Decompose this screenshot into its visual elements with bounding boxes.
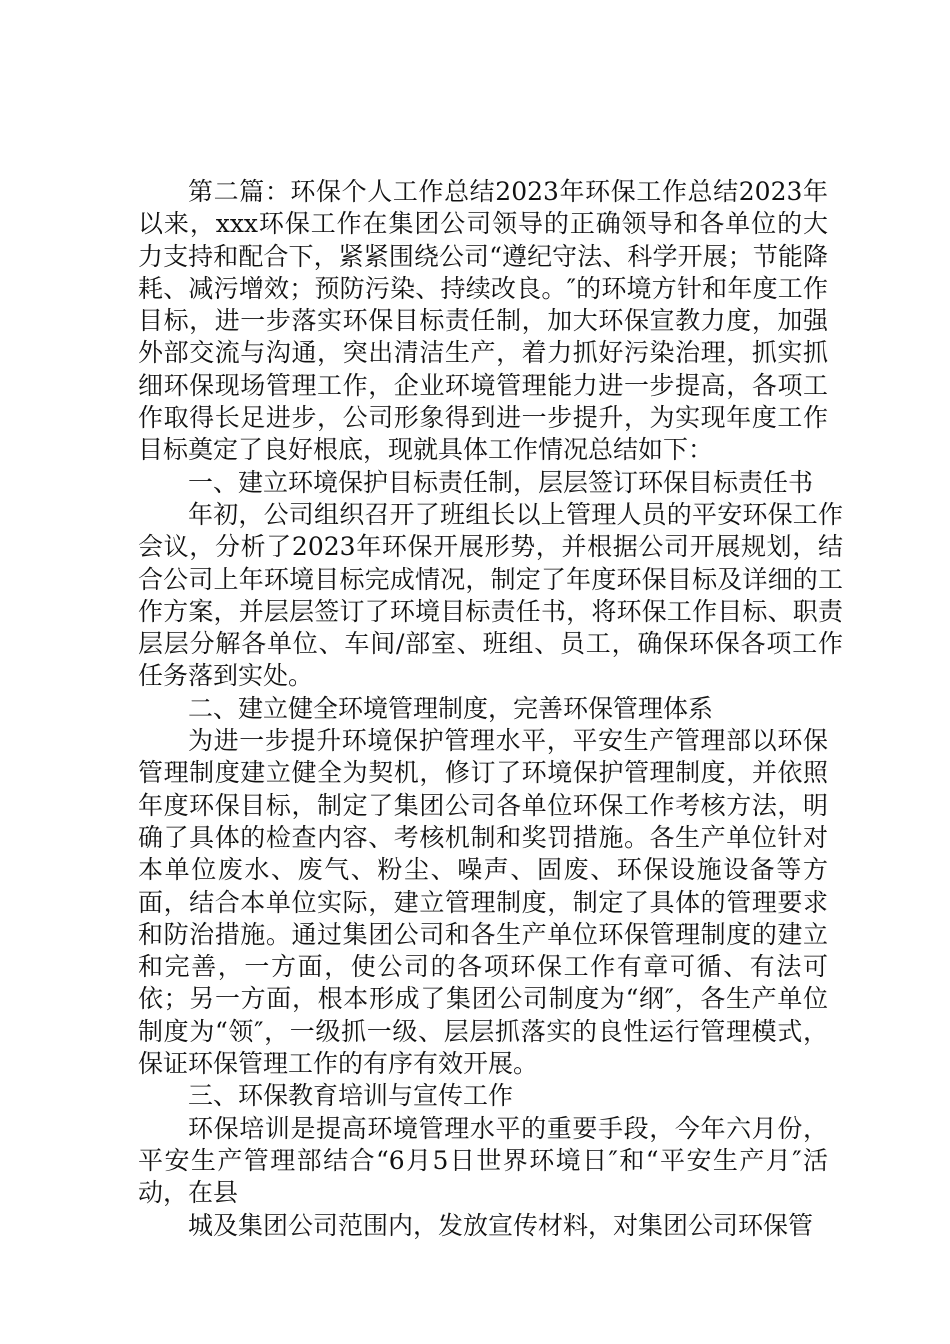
section-1-paragraph: 年初，公司组织召开了班组长以上管理人员的平安环保工作会议，分析了2023年环保开展形势，并根据公司开展规划，结合公司上年环境目标完成情况，制定了年度环保目标及详细的工作方案，并层层签订了环境目标责任书，将环保工作目标、职责层层分解各单位、车间/部室、班组、员工，确保环保各项工作任务落到实处。 bbox=[138, 499, 843, 691]
section-heading-3: 三、环保教育培训与宣传工作 bbox=[188, 1081, 514, 1111]
section-2-paragraph: 为进一步提升环境保护管理水平，平安生产管理部以环保管理制度建立健全为契机，修订了环境保护管理制度，并依照年度环保目标，制定了集团公司各单位环保工作考核方法，明确了具体的检查内容、考核机制和奖罚措施。各生产单位针对本单位废水、废气、粉尘、噪声、固废、环保设施设备等方面，结合本单位实际，建立管理制度，制定了具体的管理要求和防治措施。通过集团公司和各生产单位环保管理制度的建立和完善，一方面，使公司的各项环保工作有章可循、有法可依；另一方面，根本形成了集团公司制度为“纲″，各生产单位制度为“领″，一级抓一级、层层抓落实的良性运行管理模式，保证环保管理工作的有序有效开展。 bbox=[138, 726, 828, 1079]
section-heading-1: 一、建立环境保护目标责任制，层层签订环保目标责任书 bbox=[188, 467, 814, 497]
intro-paragraph: 第二篇：环保个人工作总结2023年环保工作总结2023年以来，xxx环保工作在集团公司领导的正确领导和各单位的大力支持和配合下，紧紧围绕公司“遵纪守法、科学开展；节能降耗、减污增效；预防污染、持续改良。″的环境方针和年度工作目标，进一步落实环保目标责任制，加大环保宣教力度，加强外部交流与沟通，突出清洁生产，着力抓好污染治理，抓实抓细环保现场管理工作，企业环境管理能力进一步提高，各项工作取得长足进步，公司形象得到进一步提升，为实现年度工作目标奠定了良好根底，现就具体工作情况总结如下： bbox=[138, 177, 828, 465]
section-heading-2: 二、建立健全环境管理制度，完善环保管理体系 bbox=[188, 693, 714, 723]
section-3-continuation: 城及集团公司范围内，发放宣传材料，对集团公司环保管 bbox=[188, 1210, 814, 1240]
document-body bbox=[138, 176, 843, 1242]
section-3-paragraph: 环保培训是提高环境管理水平的重要手段，今年六月份，平安生产管理部结合“6月5日世界环境日″和“平安生产月″活动，在县 bbox=[138, 1113, 828, 1208]
